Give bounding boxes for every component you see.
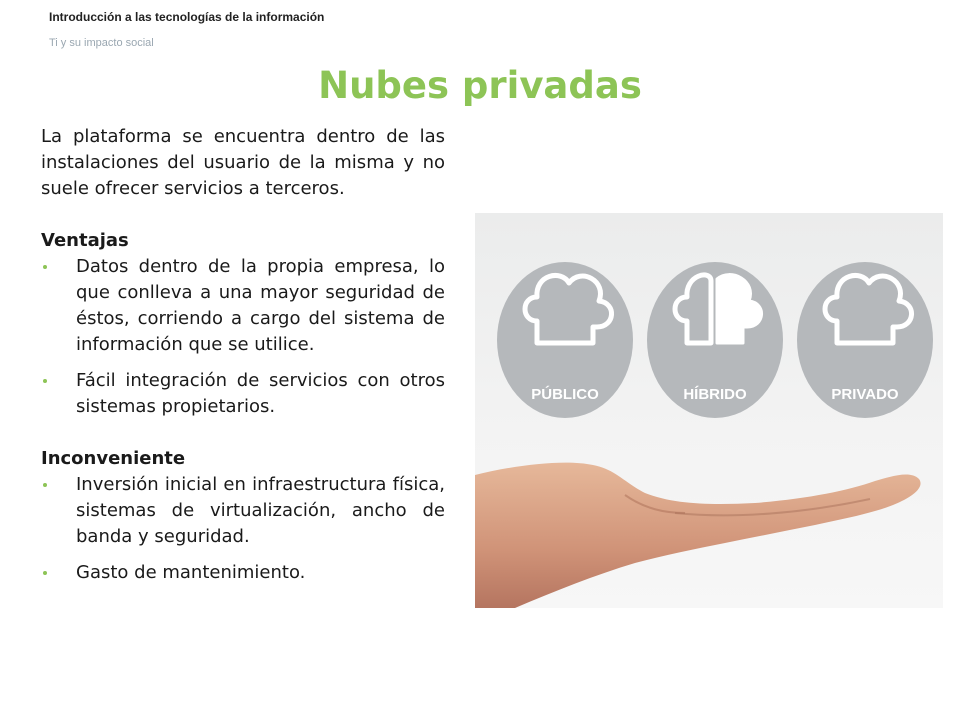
slide-title: Nubes privadas	[318, 64, 642, 107]
advantages-heading: Ventajas	[41, 230, 129, 251]
advantages-list	[41, 254, 445, 420]
cloud-label-hybrid: HÍBRIDO	[683, 386, 747, 403]
course-title: Introducción a las tecnologías de la información	[49, 10, 325, 24]
disadvantages-list	[41, 472, 445, 586]
list-item	[41, 254, 445, 358]
cloud-label-private: PRIVADO	[831, 386, 899, 403]
course-subtitle: Ti y su impacto social	[49, 37, 154, 49]
cloud-types-illustration	[475, 213, 943, 608]
list-item-text: Gasto de mantenimiento.	[76, 562, 306, 583]
list-item	[41, 560, 445, 586]
bullet-icon	[43, 483, 47, 487]
list-item	[41, 368, 445, 420]
list-item-text: Datos dentro de la propia empresa, lo que conlleva a una mayor seguridad de éstos, corriendo a cargo del sistema de información que se utilice.	[76, 256, 445, 355]
hand-image	[475, 463, 921, 608]
cloud-types-photo	[475, 213, 943, 608]
bullet-icon	[43, 571, 47, 575]
disadvantages-heading: Inconveniente	[41, 448, 186, 469]
list-item	[41, 472, 445, 550]
list-item-text: Inversión inicial en infraestructura física, sistemas de virtualización, ancho de banda y seguridad.	[76, 474, 445, 547]
list-item-text: Fácil integración de servicios con otros sistemas propietarios.	[76, 370, 445, 417]
cloud-label-public: PÚBLICO	[531, 386, 599, 403]
intro-paragraph: La plataforma se encuentra dentro de las instalaciones del usuario de la misma y no suele ofrecer servicios a terceros.	[41, 126, 445, 199]
slide-body	[41, 124, 445, 612]
bullet-icon	[43, 265, 47, 269]
bullet-icon	[43, 379, 47, 383]
